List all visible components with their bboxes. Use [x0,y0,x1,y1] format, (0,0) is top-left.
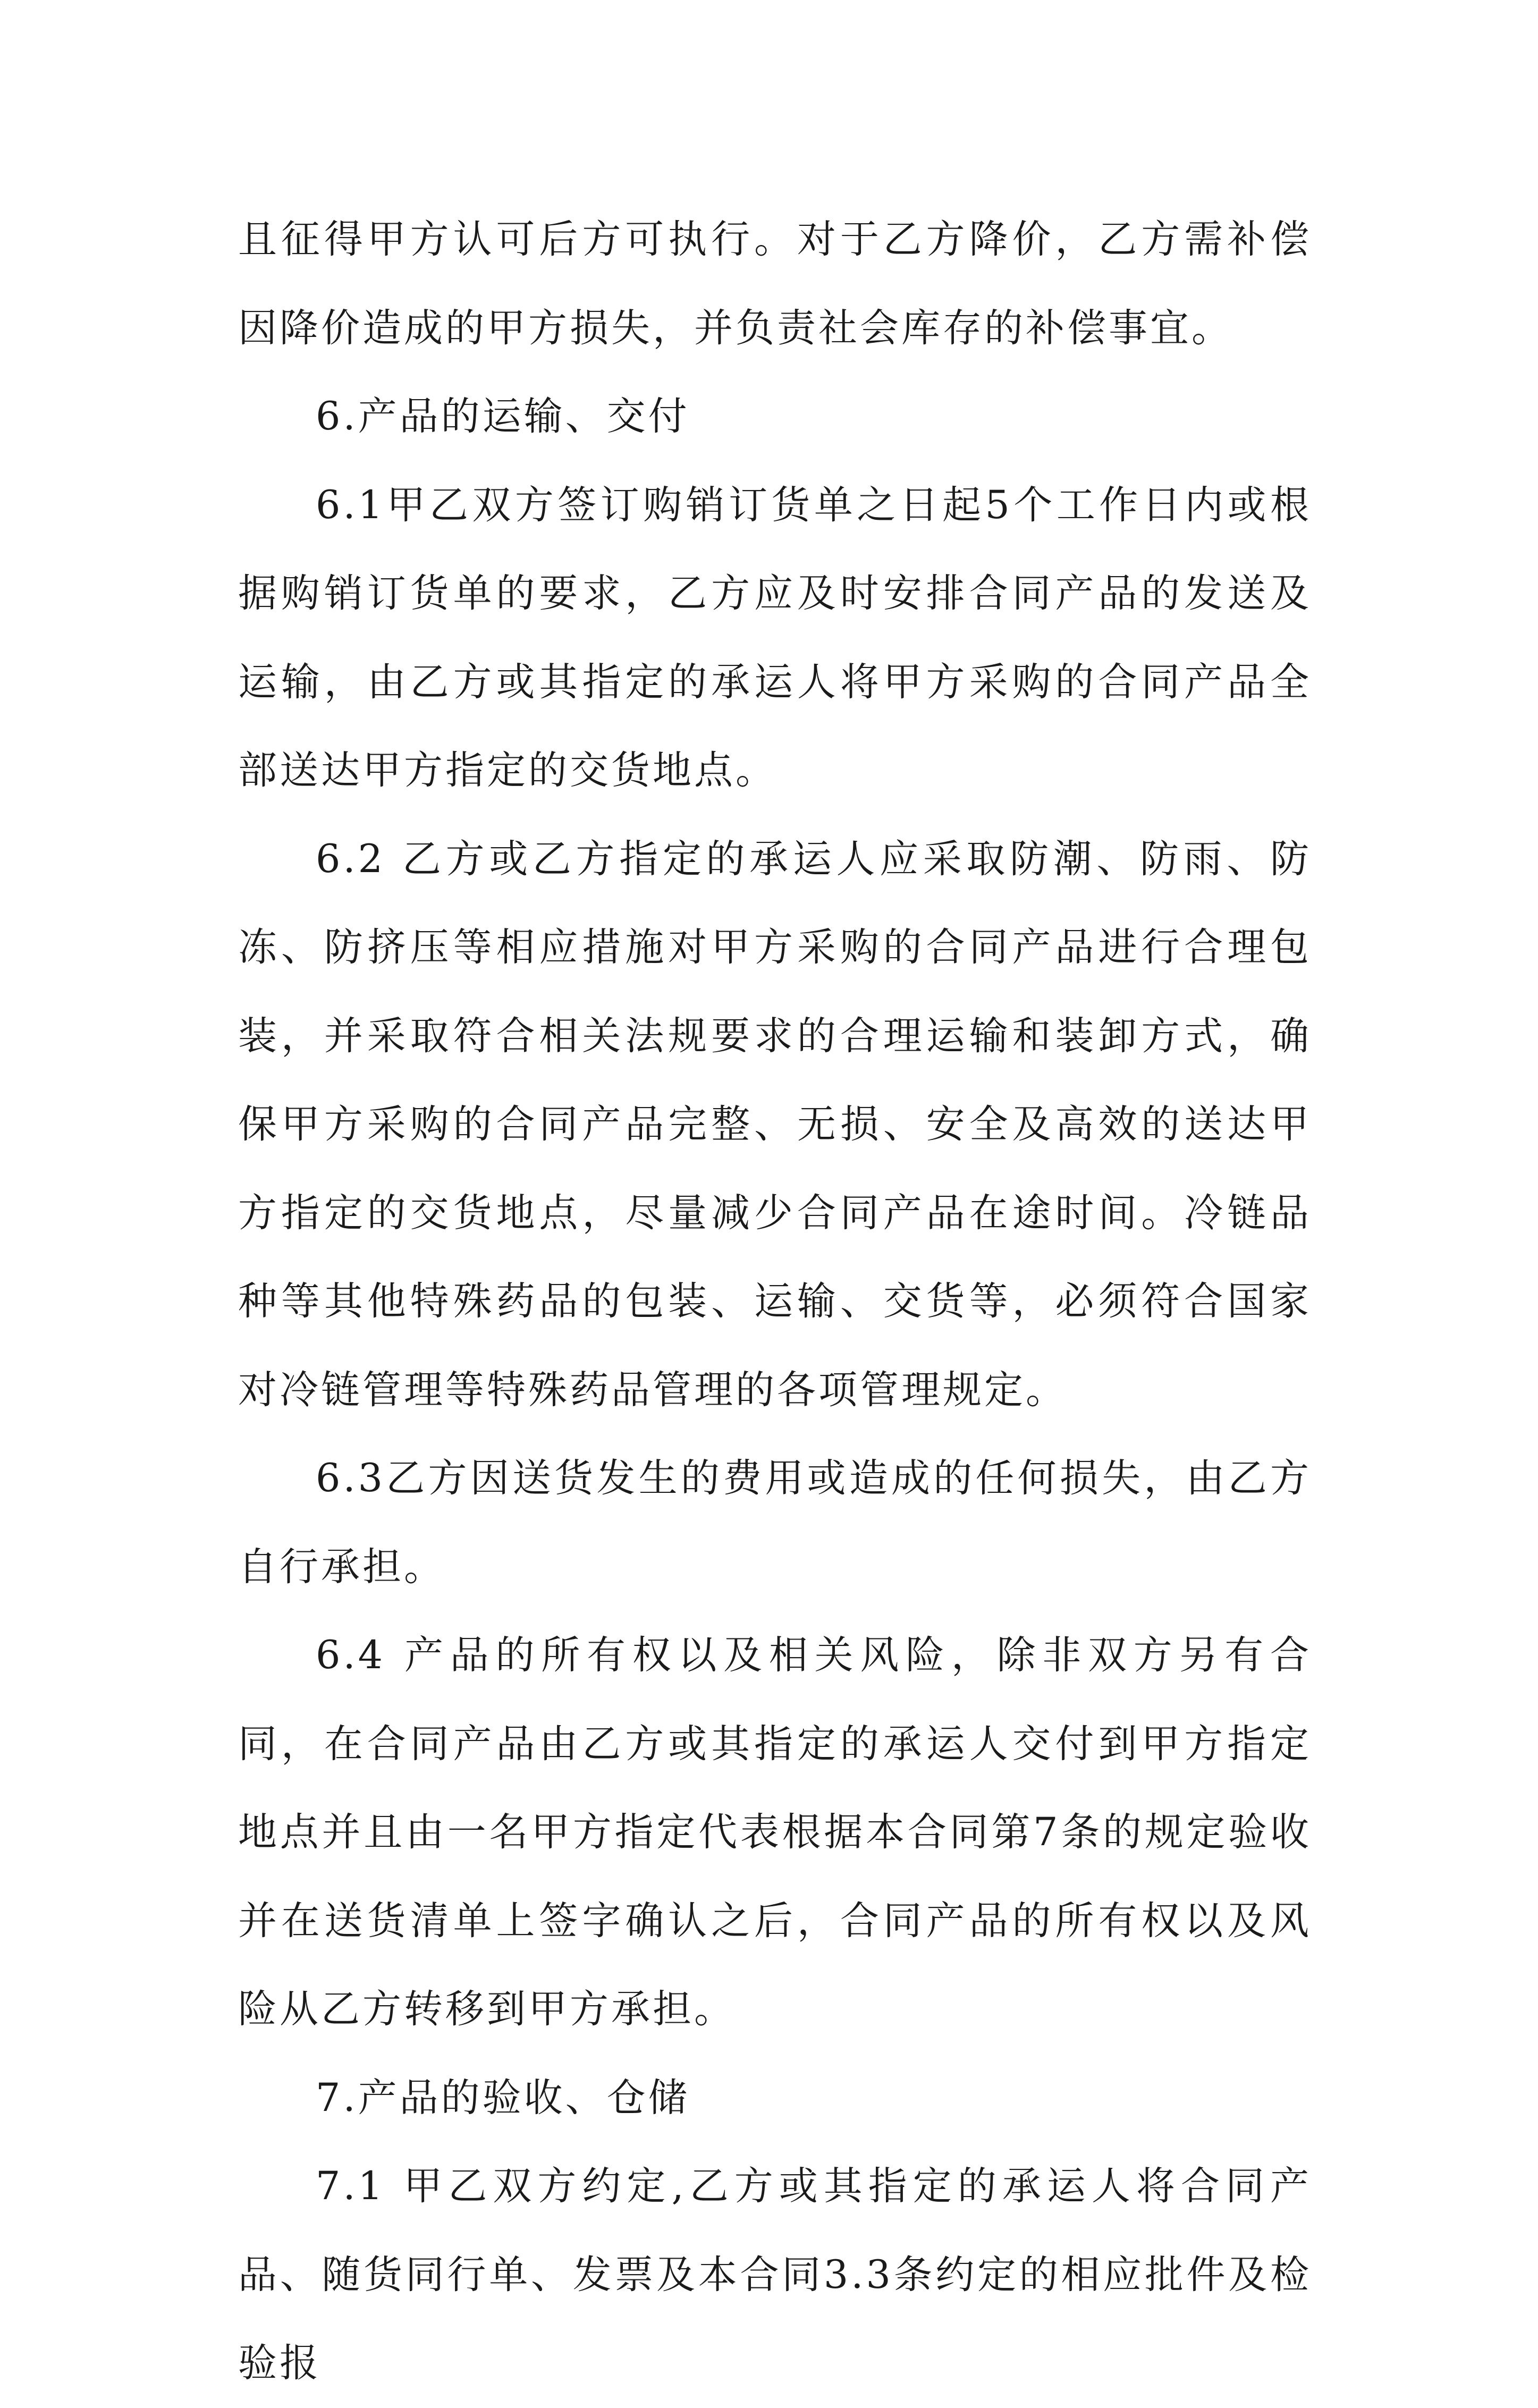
document-body [238,196,1312,2408]
paragraph-price-reduction: 且征得甲方认可后方可执行。对于乙方降价，乙方需补偿因降价造成的甲方损失，并负责社会库存的补偿事宜。 [238,217,1312,351]
clause-7-1: 7.1 甲乙双方约定,乙方或其指定的承运人将合同产品、随货同行单、发票及本合同3.3条约定的相应批件及检验报 [238,2164,1312,2386]
clause-6-4: 6.4 产品的所有权以及相关风险，除非双方另有合同，在合同产品由乙方或其指定的承运人交付到甲方指定地点并且由一名甲方指定代表根据本合同第7条的规定验收并在送货清单上签字确认之后，合同产品的所有权以及风险从乙方转移到甲方承担。 [238,1633,1312,2032]
clause-6-1: 6.1甲乙双方签订购销订货单之日起5个工作日内或根据购销订货单的要求，乙方应及时安排合同产品的发送及运输，由乙方或其指定的承运人将甲方采购的合同产品全部送达甲方指定的交货地点。 [238,482,1312,793]
clause-6-2: 6.2 乙方或乙方指定的承运人应采取防潮、防雨、防冻、防挤压等相应措施对甲方采购的合同产品进行合理包装，并采取符合相关法规要求的合理运输和装卸方式，确保甲方采购的合同产品完整、无损、安全及高效的送达甲方指定的交货地点，尽量减少合同产品在途时间。冷链品种等其他特殊药品的包装、运输、交货等，必须符合国家对冷链管理等特殊药品管理的各项管理规定。 [238,836,1312,1413]
heading-section-6: 6.产品的运输、交付 [316,394,690,439]
clause-6-3: 6.3乙方因送货发生的费用或造成的任何损失，由乙方自行承担。 [238,1456,1312,1590]
heading-section-7: 7.产品的验收、仓储 [316,2075,690,2120]
